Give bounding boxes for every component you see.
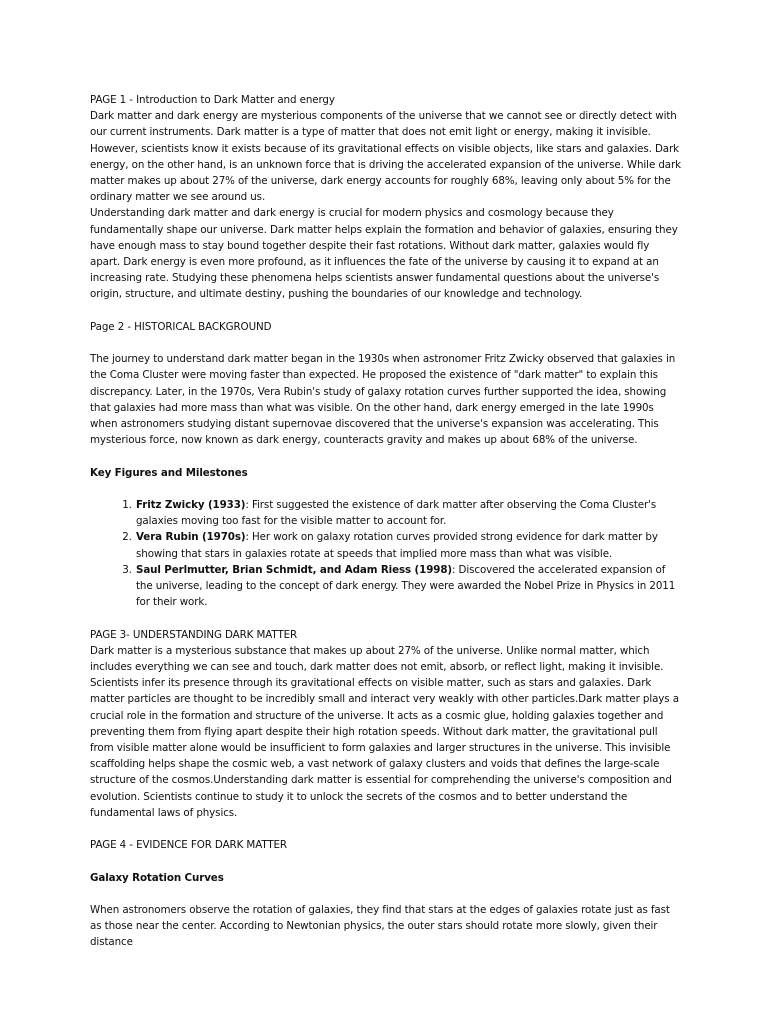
- milestone-text: : Her work on galaxy rotation curves provided strong evidence for dark matter by showing that stars in galaxies rotate at speeds that implied more mass than what was visible.: [136, 531, 658, 560]
- page3-paragraph-1: Dark matter is a mysterious substance that makes up about 27% of the universe. Unlike normal matter, which includes everything we can see and touch, dark matter does not emit, absorb, or reflect light, making it invisible. Scientists infer its presence through its gravitational effects on visible matter, such as stars and galaxies. Dark matter particles are thought to be incredibly small and interact very weakly with other particles.Dark matter plays a crucial role in the formation and structure of the universe. It acts as a cosmic glue, holding galaxies together and preventing them from flying apart despite their high rotation speeds. Without dark matter, the gravitational pull from visible matter alone would be insufficient to form galaxies and larger structures in the universe. This invisible scaffolding helps shape the cosmic web, a vast network of galaxy clusters and voids that defines the large-scale structure of the cosmos.Understanding dark matter is essential for comprehending the universe's composition and evolution. Scientists continue to study it to unlock the secrets of the cosmos and to better understand the fundamental laws of physics.: [90, 644, 679, 819]
- page1-title: PAGE 1 - Introduction to Dark Matter and energy: [90, 94, 335, 106]
- milestone-name: Fritz Zwicky (1933): [136, 499, 246, 512]
- milestone-text: : First suggested the existence of dark matter after observing the Coma Cluster's galaxies moving too fast for the visible matter to account for.: [136, 499, 657, 528]
- document-page: [90, 92, 682, 951]
- page1-paragraph-1: Dark matter and dark energy are mysterious components of the universe that we cannot see or directly detect with our current instruments. Dark matter is a type of matter that does not emit light or energy, making it invisible. However, scientists know it exists because of its gravitational effects on visible objects, like stars and galaxies. Dark energy, on the other hand, is an unknown force that is driving the accelerated expansion of the universe. While dark matter makes up about 27% of the universe, dark energy accounts for roughly 68%, leaving only about 5% for the ordinary matter we see around us.: [90, 110, 681, 204]
- page2-title: Page 2 - HISTORICAL BACKGROUND: [90, 320, 272, 333]
- milestones-list: [90, 497, 682, 610]
- list-item: [135, 497, 682, 529]
- page4-paragraph-1: When astronomers observe the rotation of galaxies, they find that stars at the edges of galaxies rotate just as fast as those near the center. According to Newtonian physics, the outer stars should rotate more slowly, given their distance: [90, 904, 670, 949]
- list-item: [135, 562, 682, 611]
- page2-paragraph-1: The journey to understand dark matter began in the 1930s when astronomer Fritz Zwicky observed that galaxies in the Coma Cluster were moving faster than expected. He proposed the existence of "dark matter" to explain this discrepancy. Later, in the 1970s, Vera Rubin's study of galaxy rotation curves further supported the idea, showing that galaxies had more mass than what was visible. On the other hand, dark energy emerged in the late 1990s when astronomers studying distant supernovae discovered that the universe's expansion was accelerating. This mysterious force, now known as dark energy, counteracts gravity and makes up about 68% of the universe.: [90, 353, 676, 447]
- milestone-text: : Discovered the accelerated expansion of the universe, leading to the concept of dark energy. They were awarded the Nobel Prize in Physics in 2011 for their work.: [136, 563, 676, 609]
- galaxy-rotation-heading: Galaxy Rotation Curves: [90, 871, 224, 884]
- milestone-name: Vera Rubin (1970s): [136, 531, 246, 544]
- page3-title: PAGE 3- UNDERSTANDING DARK MATTER: [90, 628, 298, 641]
- page4-title: PAGE 4 - EVIDENCE FOR DARK MATTER: [90, 839, 287, 852]
- list-item: [135, 529, 682, 561]
- key-figures-heading: Key Figures and Milestones: [90, 466, 248, 479]
- page1-paragraph-2: Understanding dark matter and dark energy is crucial for modern physics and cosmology because they fundamentally shape our universe. Dark matter helps explain the formation and behavior of galaxies, ensuring they have enough mass to stay bound together despite their fast rotations. Without dark matter, galaxies would fly apart. Dark energy is even more profound, as it influences the fate of the universe by causing it to expand at an increasing rate. Studying these phenomena helps scientists answer fundamental questions about the universe's origin, structure, and ultimate destiny, pushing the boundaries of our knowledge and technology.: [90, 207, 678, 301]
- milestone-name: Saul Perlmutter, Brian Schmidt, and Adam Riess (1998): [136, 563, 453, 576]
